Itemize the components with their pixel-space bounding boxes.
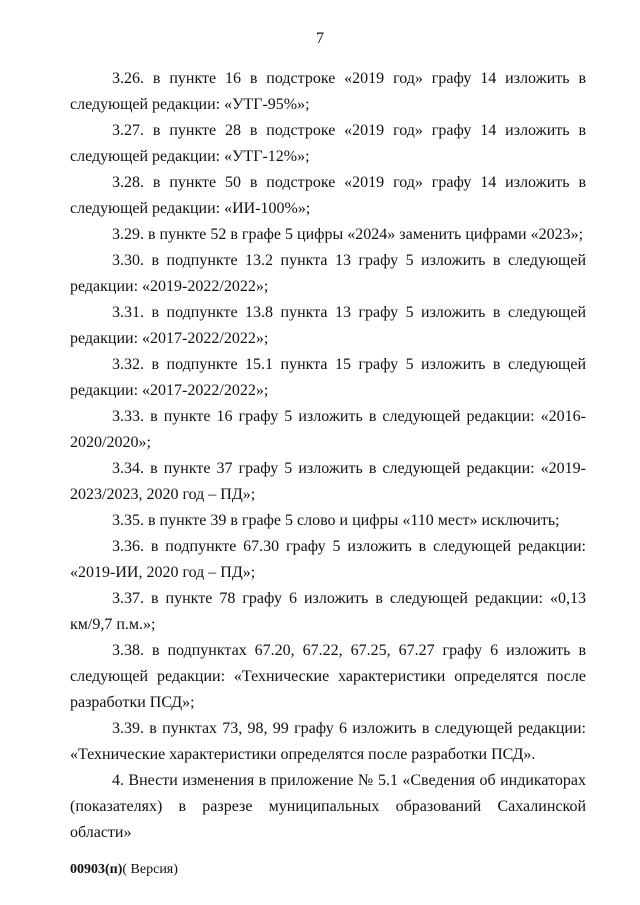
- paragraph-3-26: 3.26. в пункте 16 в подстроке «2019 год» графу 14 изложить в следующей редакции: «УТГ-95%»;: [70, 70, 586, 113]
- paragraph-3-30: 3.30. в подпункте 13.2 пункта 13 графу 5 изложить в следующей редакции: «2019-2022/2022»;: [70, 252, 586, 295]
- paragraph-4: 4. Внести изменения в приложение № 5.1 «Сведения об индикаторах (показателях) в разрезе муниципальных образований Сахалинской области»: [70, 772, 586, 841]
- paragraph-3-33: 3.33. в пункте 16 графу 5 изложить в следующей редакции: «2016-2020/2020»;: [70, 408, 586, 451]
- document-body: [70, 66, 586, 846]
- paragraph-3-29: 3.29. в пункте 52 в графе 5 цифры «2024» заменить цифрами «2023»;: [112, 226, 584, 243]
- paragraph-3-37: 3.37. в пункте 78 графу 6 изложить в следующей редакции: «0,13 км/9,7 п.м.»;: [70, 590, 586, 633]
- paragraph-3-39: 3.39. в пунктах 73, 98, 99 графу 6 изложить в следующей редакции: «Технические характеристики определятся после разработки ПСД».: [70, 720, 586, 763]
- paragraph-3-28: 3.28. в пункте 50 в подстроке «2019 год» графу 14 изложить в следующей редакции: «ИИ-100%»;: [70, 174, 586, 217]
- paragraph-3-36: 3.36. в подпункте 67.30 графу 5 изложить в следующей редакции: «2019-ИИ, 2020 год – ПД»;: [70, 538, 586, 581]
- paragraph-3-27: 3.27. в пункте 28 в подстроке «2019 год» графу 14 изложить в следующей редакции: «УТГ-12%»;: [70, 122, 586, 165]
- document-version: ( Версия): [122, 862, 178, 877]
- document-code: 00903(п): [70, 862, 123, 877]
- paragraph-3-38: 3.38. в подпунктах 67.20, 67.22, 67.25, 67.27 графу 6 изложить в следующей редакции: «Технические характеристики определятся после разработки ПСД»;: [70, 642, 586, 711]
- paragraph-3-32: 3.32. в подпункте 15.1 пункта 15 графу 5 изложить в следующей редакции: «2017-2022/2022»;: [70, 356, 586, 399]
- paragraph-3-31: 3.31. в подпункте 13.8 пункта 13 графу 5 изложить в следующей редакции: «2017-2022/2022»;: [70, 304, 586, 347]
- page-number: 7: [316, 30, 324, 47]
- paragraph-3-34: 3.34. в пункте 37 графу 5 изложить в следующей редакции: «2019-2023/2023, 2020 год – ПД»;: [70, 460, 586, 503]
- document-footer: [70, 862, 178, 878]
- paragraph-3-35: 3.35. в пункте 39 в графе 5 слово и цифры «110 мест» исключить;: [112, 512, 560, 529]
